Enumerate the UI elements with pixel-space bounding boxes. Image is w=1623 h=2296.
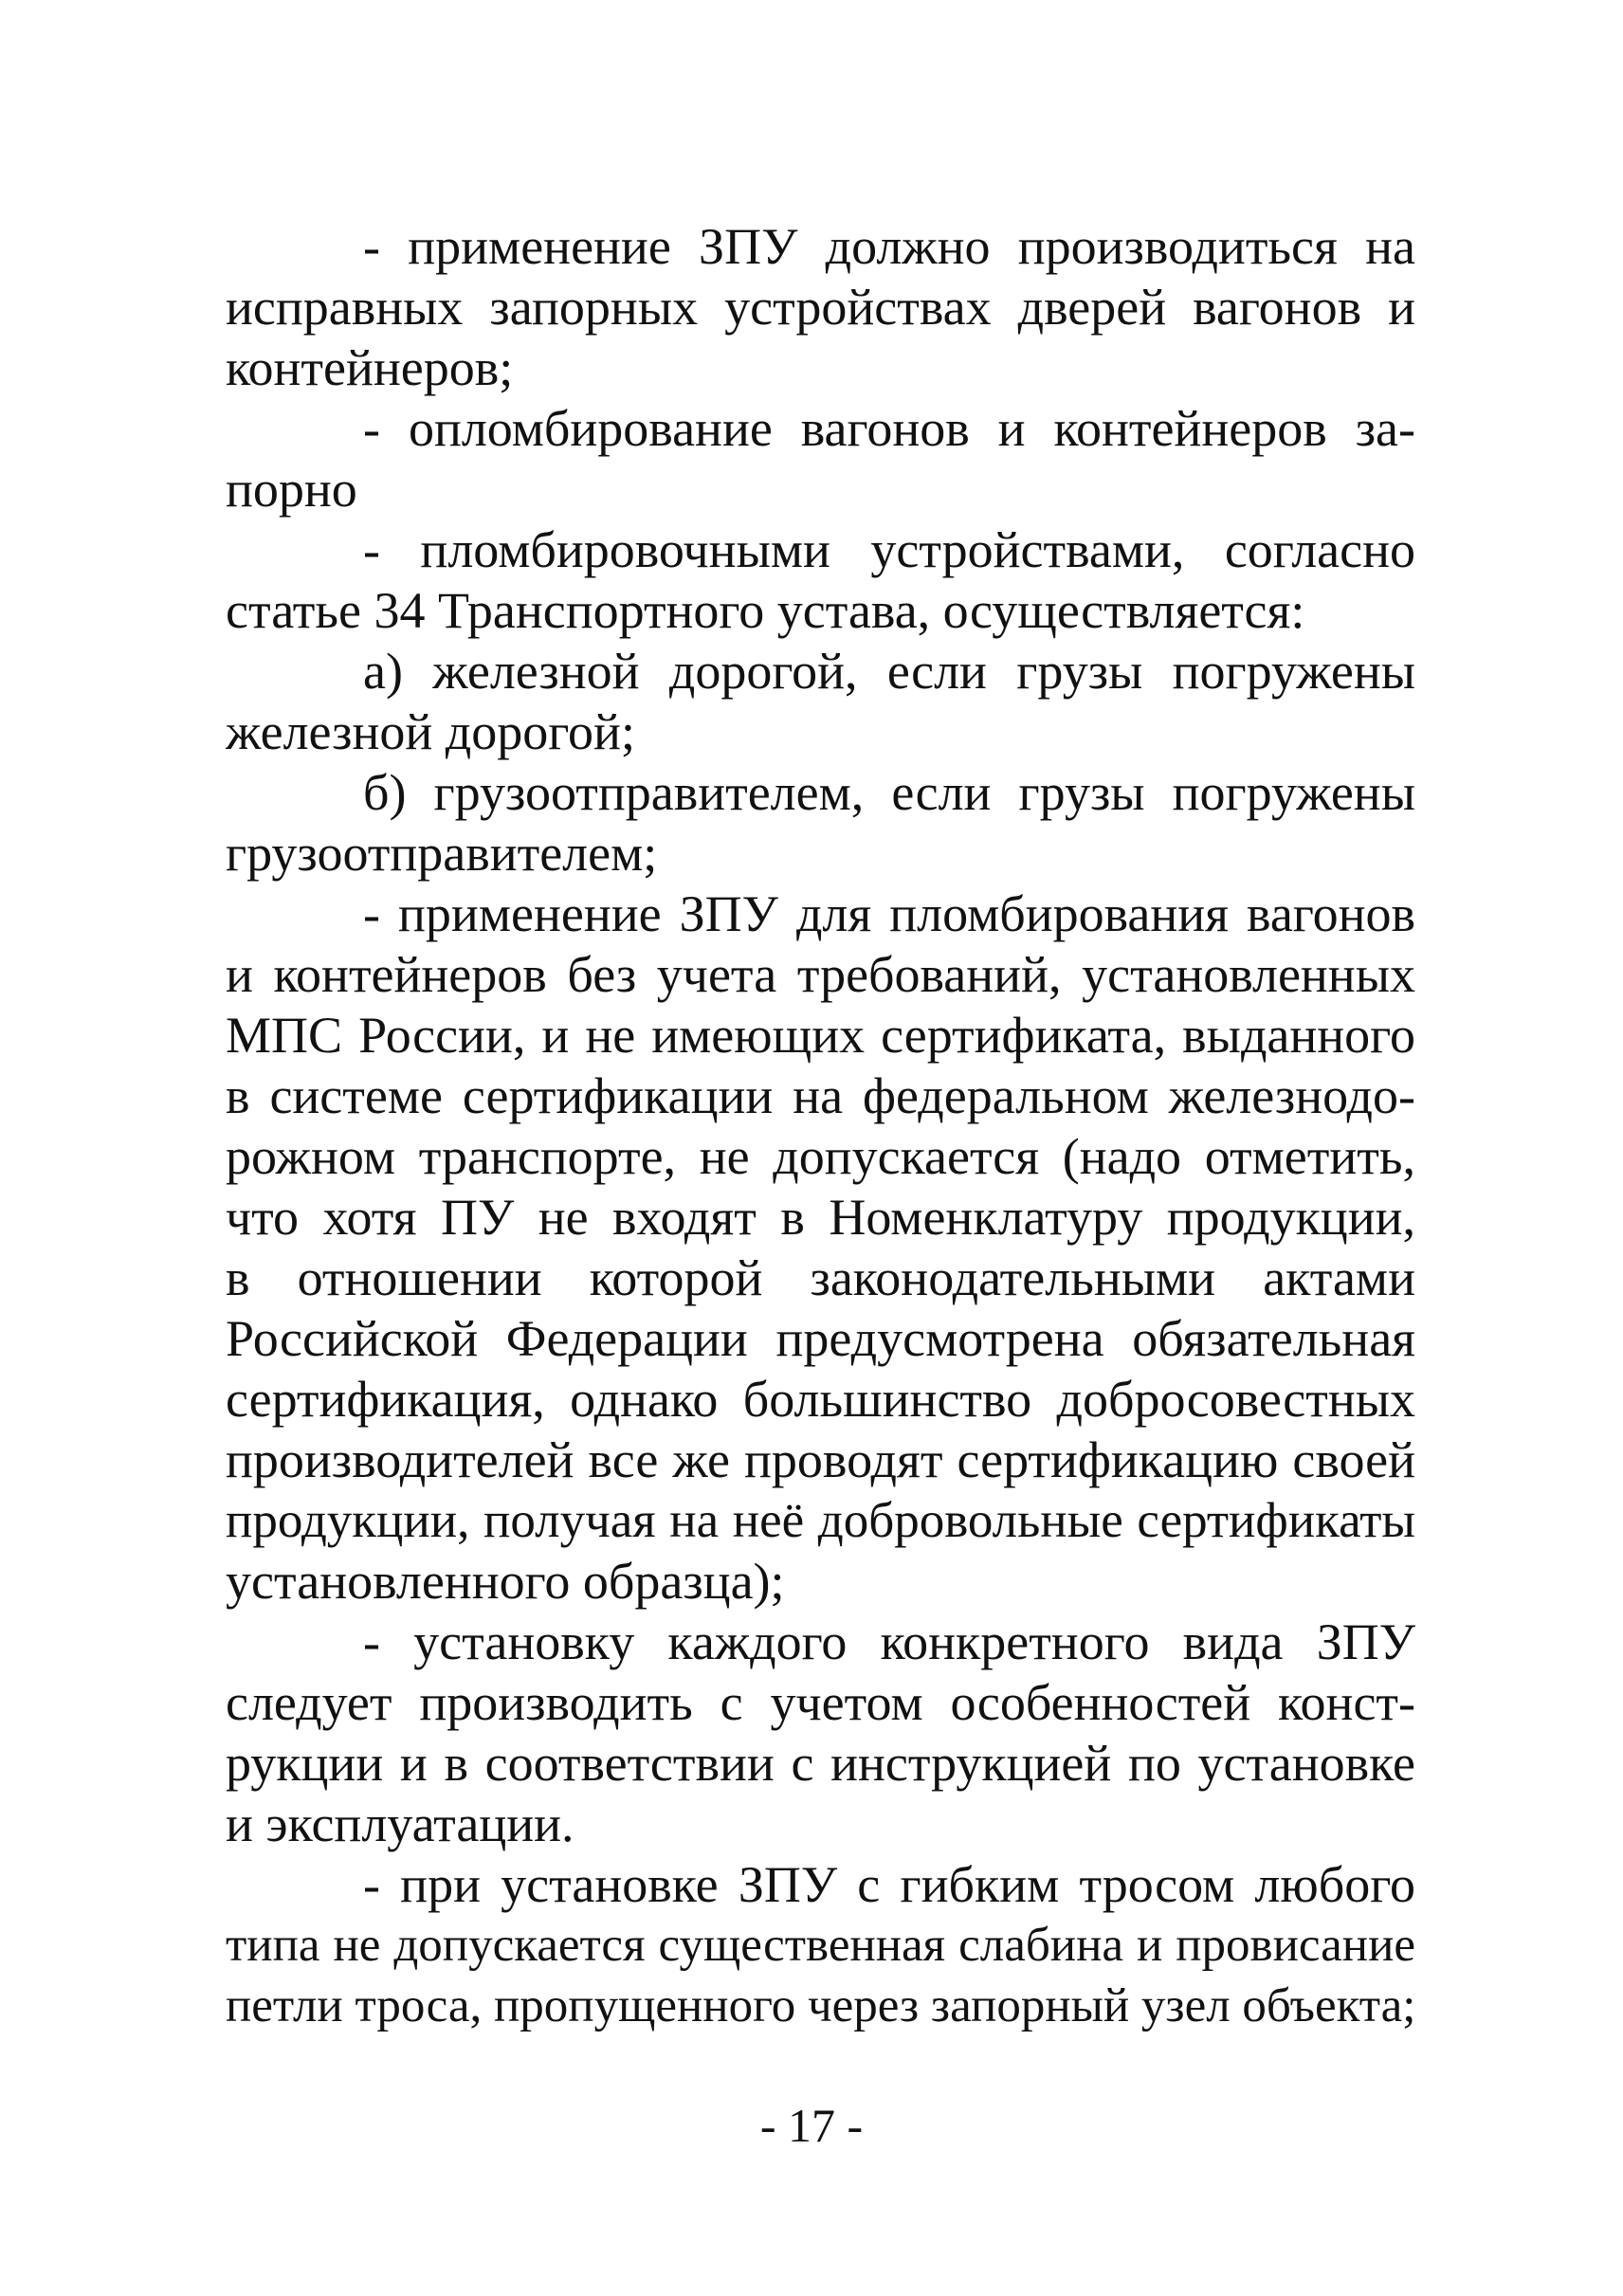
page-number: - 17 -	[759, 2099, 864, 2152]
text-line: и эксплуатации.	[226, 1795, 574, 1852]
text-line: - применение ЗПУ для пломбирования вагонов	[363, 885, 1415, 942]
text-line: петли троса, пропущенного через запорный узел объекта;	[226, 1979, 1416, 2032]
text-line: - применение ЗПУ должно производиться на	[363, 218, 1415, 275]
paragraph	[226, 398, 1415, 519]
text-line: следует производить с учетом особенностей конст-	[226, 1674, 1415, 1731]
text-line: установленного образца);	[226, 1553, 785, 1610]
paragraph	[226, 1612, 1415, 1854]
paragraph	[226, 762, 1415, 884]
text-line: сертификация, однако большинство добросовестных	[226, 1371, 1415, 1428]
text-line: а) железной дорогой, если грузы погружены	[363, 643, 1415, 700]
text-line: и контейнеров без учета требований, установленных	[226, 946, 1415, 1003]
text-line: статье 34 Транспортного устава, осуществляется:	[226, 582, 1305, 639]
text-line: МПС России, и не имеющих сертификата, выданного	[226, 1007, 1415, 1064]
text-line: грузоотправителем;	[226, 825, 658, 882]
text-line: - установку каждого конкретного вида ЗПУ	[363, 1613, 1415, 1670]
text-line: производителей все же проводят сертификацию своей	[226, 1431, 1415, 1488]
text-line: - пломбировочными устройствами, согласно	[363, 521, 1415, 578]
text-line: в отношении которой законодательными актами	[226, 1249, 1415, 1306]
text-line: в системе сертификации на федеральном железнодо-	[226, 1067, 1415, 1124]
paragraph	[226, 1854, 1415, 2036]
text-line: что хотя ПУ не входят в Номенклатуру продукции,	[226, 1189, 1415, 1246]
paragraph	[226, 216, 1415, 398]
paragraph	[226, 884, 1415, 1612]
paragraph	[226, 519, 1415, 641]
text-line: Российской Федерации предусмотрена обязательная	[226, 1310, 1415, 1367]
text-line: исправных запорных устройствах дверей вагонов и	[226, 279, 1415, 336]
text-line: - опломбирование вагонов и контейнеров за-	[363, 400, 1415, 457]
document-page	[226, 216, 1415, 2036]
text-line: железной дорогой;	[226, 703, 635, 760]
text-line: типа не допускается существенная слабина и провисание	[226, 1919, 1415, 1972]
paragraph	[226, 641, 1415, 762]
text-line: порно	[226, 461, 357, 518]
text-line: продукции, получая на неё добровольные сертификаты	[226, 1493, 1415, 1548]
text-line: рожном транспорте, не допускается (надо отметить,	[226, 1128, 1415, 1185]
text-line: - при установке ЗПУ с гибким тросом любого	[363, 1856, 1415, 1913]
text-line: рукции и в соответствии с инструкцией по установке	[226, 1735, 1415, 1792]
text-line: контейнеров;	[226, 339, 514, 396]
text-line: б) грузоотправителем, если грузы погружены	[363, 764, 1415, 821]
